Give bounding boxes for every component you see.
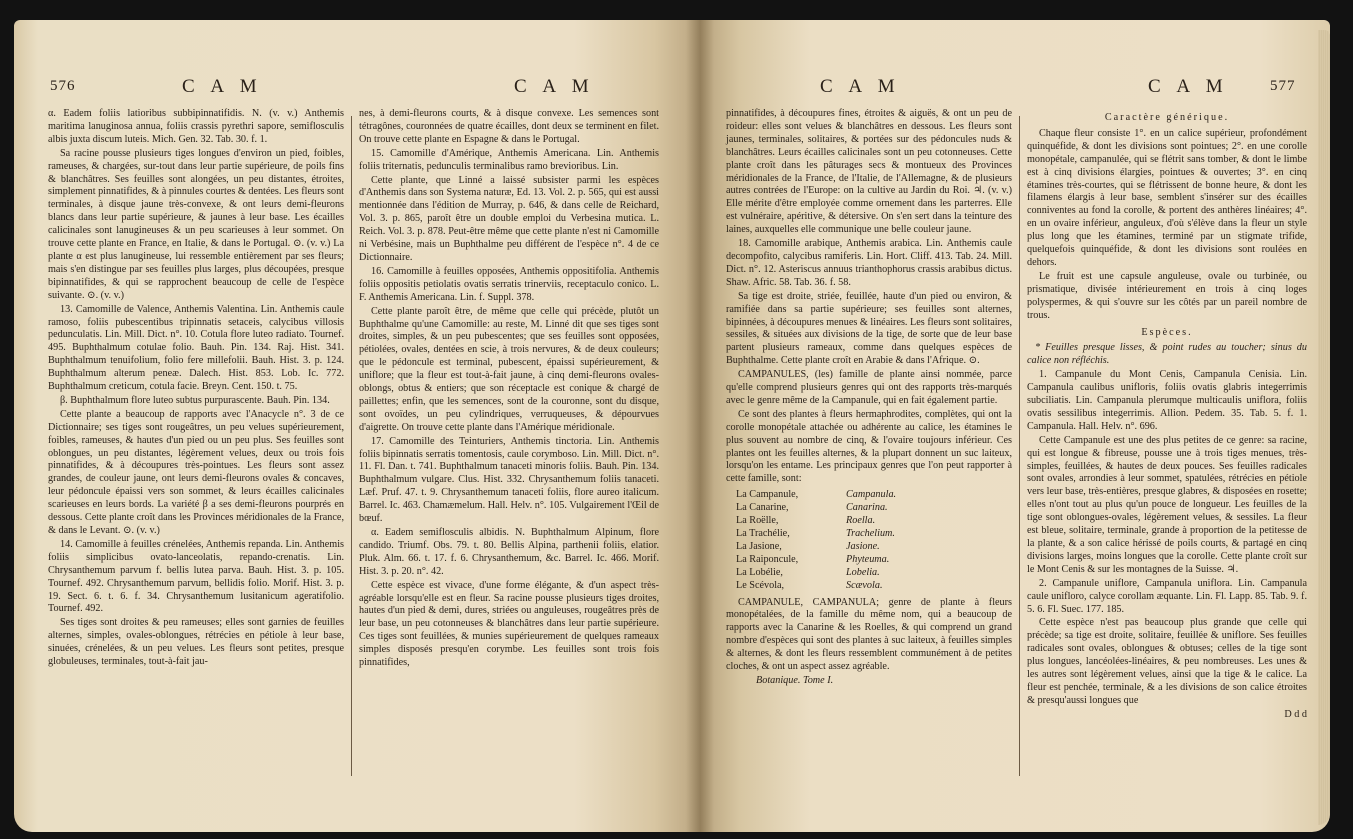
column-rule — [1019, 116, 1020, 776]
list-item: La Raiponcule, Phyteuma. — [736, 553, 890, 565]
list-item: La Canarine, Canarina. — [736, 502, 888, 514]
right-page-number: 577 — [1270, 78, 1296, 94]
paragraph: Cette plante, que Linné a laissé subsister parmi les espèces d'Anthemis dans son Systema naturæ, Ed. 13. Vol. 2. p. 565, qui est aussi mentionnée dans l'édition de Murray, p. 646, & dans celle de Reichard, Vol. 3. p. 865, paroît être un double emploi du Verbesina mutica. L. Reich. Vol. 3. p. 878. Peut-être même que cette plante n'est ni Camomille ni Verbésine, mais un Buphthalme peu différent de l'espèce n°. 4 de ce Dictionnaire. — [359, 174, 659, 263]
list-item: Le Scévola, Scævola. — [736, 579, 883, 591]
genera-list — [736, 489, 956, 592]
paragraph: α. Eadem foliis latioribus subbipinnatifidis. N. (v. v.) Anthemis maritima lanuginosa annua, foliis crassis pyrethri sapore, semiflosculis albis juxta discum luteis. Mich. Gen. 32. Tab. 30. f. 1. — [48, 108, 344, 145]
paragraph: CAMPANULES, (les) famille de plante ainsi nommée, parce qu'elle comprend plusieurs genres qui ont des rapports très-marqués avec le genre même de la Campanule, qui en fait également partie. — [726, 369, 1012, 406]
paragraph: Chaque fleur consiste 1°. en un calice supérieur, profondément quinquéfide, & dont les divisions sont pointues; 2°. en une corolle monopétale, campanulée, qui se flétrit sans tomber, & dont le limbe est à cinq divisions élargies, pointues & ouvertes; 3°. en cinq étamines très-courtes, qui se flétrissent de bonne heure, & dont les filamens élargis à leur base, semblent s'insérer sur des écailles conniventes au fond la corolle, & portent des anthères linéaires; 4°. en un ovaire inférieur, anguleux, d'où s'élève dans la fleur un style plus long que les étamines, terminé par un stigmate trifide, quelquefois quinquéfide, & dont les divisions sont roulées en dehors. — [1027, 127, 1307, 268]
left-column-1 — [48, 108, 344, 670]
open-book — [14, 20, 1339, 832]
paragraph: Sa racine pousse plusieurs tiges longues d'environ un pied, foibles, rameuses, & chargées, sur-tout dans leur partie supérieure, de poils fins & blanchâtres. Ses feuilles sont alongées, un peu distantes, étroites, simplement pinnatifides, & à pinnules courtes & dentées. Les fleurs sont terminales, à disque jaune très-convexe, & ont leurs demi-fleurons blancs dans leur partie supérieure, & jaunes à leur base. Les écailles calicinales sont lanugineuses & un peu scarieuses à leur sommet. On trouve cette plante en France, en Italie, & dans le Portugal. ⊙. (v. v.) La plante α est plus lanugineuse, lui ressemble entièrement par ses fleurs; mais s'en distingue par ses feuilles plus larges, plus découpées, presque bipinnatifides, & qui se rapprochent beaucoup de celle de l'espèce suivante. ⊙. (v. v.) — [48, 147, 344, 301]
paragraph: 1. Campanule du Mont Cenis, Campanula Cenisia. Lin. Campanula caulibus unifloris, foliis ovatis glabris integerrimis subciliatis. Lin. Campanula plerumque multicaulis uniflora, foliis ovatis sessilibus integerrimis. Allion. Pedem. 35. Tab. 5. f. 1. Campanula. Hall. Helv. n°. 696. — [1027, 369, 1307, 432]
left-running-head — [14, 76, 700, 106]
section-heading: Caractère générique. — [1104, 112, 1230, 123]
left-page — [14, 20, 700, 832]
paragraph: 14. Camomille à feuilles crénelées, Anthemis repanda. Lin. Anthemis foliis simplicibus ovato-lanceolatis, repando-crenatis. Lin. Chrysanthemum parvum f. bellis lutea parva. Bauh. Hist. 3. p. 105. Tournef. 492. Chrysanthemum parvum, bellidis folio. Morif. Hist. 3. p. 19. Sect. 6. t. 6. f. 34. Chrysanthemum lusitanicum ageratifolio. Tournef. 492. — [48, 538, 344, 615]
paragraph: CAMPANULE, CAMPANULA; genre de plante à fleurs monopétalées, de la famille du même nom, qui a beaucoup de rapports avec la Canarine & les Roelles, & qui comprend un grand nombre d'espèces qui sont des plantes à suc laiteux, à feuilles simples & alternes, & dont les fleurs ressemblent communément à de petites cloches, & ont un aspect assez agréable. — [726, 596, 1012, 673]
left-page-number: 576 — [50, 78, 76, 94]
paragraph: 13. Camomille de Valence, Anthemis Valentina. Lin. Anthemis caule ramoso, foliis pubescentibus tripinnatis setaceis, calycibus villosis pedunculatis. Lin. Mill. Dict. n°. 10. Cotula flore luteo radiato. Tournef. 495. Buphthalmum cotulae folio. Bauh. Pin. 134. Raj. Hist. 341. Buphthalmum tenuifolium, folio fere millefolii. Bauh. Hist. 3. p. 124. Buphthalmum alterum peneæ. Dalech. Hist. 853. Lob. Ic. 772. Buphthalmum creticum, cotula facie. Breyn. Cent. 150. t. 75. — [48, 303, 344, 393]
page-edges — [1318, 30, 1330, 825]
right-running-head — [700, 76, 1330, 106]
right-column-1 — [726, 108, 1012, 689]
paragraph: β. Buphthalmum flore luteo subtus purpurascente. Bauh. Pin. 134. — [60, 394, 330, 406]
paragraph: Cette espèce est vivace, d'une forme élégante, & d'un aspect très-agréable lorsqu'elle est en fleur. Sa racine pousse plusieurs tiges droites, hautes d'un pied & demi, dures, striées ou anguleuses, rougeâtres près de leur base, un peu cotonneuses & blanchâtres dans leur partie supérieure. Ces tiges sont feuillées, & munies supérieurement de quelques rameaux simples disposés presqu'en corymbe. Les feuilles sont trois fois pinnatifides, — [359, 579, 659, 669]
right-running-title-1: C A M — [820, 76, 901, 97]
paragraph: nes, à demi-fleurons courts, & à disque convexe. Les semences sont tétragônes, couronnées de quatre écailles, dont deux se terminent en filet. On trouve cette plante en Espagne & dans le Portugal. — [359, 108, 659, 145]
paragraph: α. Eadem semiflosculis albidis. N. Buphthalmum Alpinum, flore candido. Triumf. Obs. 79. t. 80. Bellis Alpina, parthenii foliis, elatior. Pluk. Alm. 66. t. 17. f. 6. Chrysanthemum, &c. Barrel. Ic. 466. Morif. Hist. 3. p. 20. n°. 42. — [359, 527, 659, 577]
right-column-2 — [1027, 108, 1307, 723]
paragraph: 17. Camomille des Teinturiers, Anthemis tinctoria. Lin. Anthemis foliis bipinnatis serratis tomentosis, caule corymboso. Lin. Mill. Dict. n°. 11. Fl. Dan. t. 741. Buphthalmum tanaceti minoris foliis. Bauh. Pin. 134. Buphthalmum vulgare. Clus. Hist. 332. Chrysanthemum foliis tanaceti. Læf. Pruf. 47. t. 9. Chrysanthemum tanaceti foliis, flore aureo italicum. Barrel. Ic. 463. Chamæmelum. Hall. Helv. n°. 105. Vulgairement l'Œil de bœuf. — [359, 435, 659, 525]
species-group-note: * Feuilles presque lisses, & point rudes au toucher; sinus du calice non réfléchis. — [1027, 342, 1307, 367]
paragraph: Cette espèce n'est pas beaucoup plus grande que celle qui précède; sa tige est droite, solitaire, feuillée & uniflore. Ses feuilles radicales sont ovales, oblongues & obtuses; celles de la tige sont plus longues, lancéolées-linéaires, & peu nombreuses. Les unes & les autres sont légèrement velues, ainsi que la tige & le calice. La fleur est penchée, terminale, & a les divisions de son calice étroites & presqu'aussi longues que — [1027, 617, 1307, 706]
paragraph: Sa tige est droite, striée, feuillée, haute d'un pied ou environ, & ramifiée dans sa partie supérieure; ses feuilles sont alternes, bipinnées, à découpures menues & linéaires. Les fleurs sont solitaires, sessiles, & situées aux divisions de la tige, de sorte que de leur base partent plusieurs rameaux, comme dans quelques espèces de Buphthalme. Cette plante croît en Arabie & dans l'Afrique. ⊙. — [726, 290, 1012, 367]
paragraph: 18. Camomille arabique, Anthemis arabica. Lin. Anthemis caule decompofito, calycibus ramiferis. Lin. Hort. Cliff. 413. Tab. 24. Mill. Dict. n°. 12. Asteriscus annuus trianthophorus crassis arabibus dictus. Shaw. Afric. 58. Tab. 36. f. 58. — [726, 238, 1012, 288]
signature-line: Botanique. Tome I. — [756, 674, 834, 686]
left-column-2 — [359, 108, 659, 671]
paragraph: 2. Campanule uniflore, Campanula uniflora. Lin. Campanula caule unifloro, calyce corollam æquante. Lin. Fl. Lapp. 85. Tab. 9. f. 5. 6. Fl. Suec. 177. 185. — [1027, 577, 1307, 615]
paragraph: Ce sont des plantes à fleurs hermaphrodites, complètes, qui ont la corolle monopétale attachée ou adhérente au calice, les étamines le plus souvent au nombre de cinq, & l'ovaire toujours inférieur. Ces plantes ont les feuilles alternes, & la plupart donnent un suc laiteux, lorsqu'on les entame. Les principaux genres que l'on peut rapporter à cette famille, sont: — [726, 408, 1012, 485]
list-item: La Lobélie, Lobelia. — [736, 566, 880, 578]
list-item: La Campanule, Campanula. — [736, 489, 897, 501]
paragraph: pinnatifides, à découpures fines, étroites & aiguës, & ont un peu de roideur: elles sont velues & blanchâtres en dessous. Les fleurs sont jaunes, terminales, solitaires, & portées sur des pédoncules nuds & blanchâtres. Leurs écailles calicinales sont un peu cotonneuses. Cette plante croît dans les pâturages secs & montueux des Provinces méridionales de la France, de l'Italie, de l'Allemagne, & de plusieurs autres contrées de l'Europe: on la cultive au Jardin du Roi. ♃. (v. v.) Elle mérite d'être employée comme ornement dans les parterres. Elle est vulnéraire, apéritive, & détersive. On s'en sert dans la teinture des laines, auxquelles elle communique une belle couleur jaune. — [726, 108, 1012, 236]
signature-mark: D d d — [1284, 708, 1307, 720]
paragraph: Ses tiges sont droites & peu rameuses; elles sont garnies de feuilles alternes, simples, ovales-oblongues, rétrécies en pétiole à leur base, sinuées, crénelées, & un peu velues. Les fleurs sont petites, presque globuleuses, terminales, tout-à-fait jau- — [48, 617, 344, 668]
column-rule — [351, 116, 352, 776]
paragraph: 15. Camomille d'Amérique, Anthemis Americana. Lin. Anthemis foliis triternatis, pedunculis terminalibus ramo brevioribus. Lin. — [359, 147, 659, 172]
right-page — [700, 20, 1330, 832]
paragraph: Cette plante paroît être, de même que celle qui précède, plutôt un Buphthalme qu'une Camomille: au reste, M. Linné dit que ses tiges sont droites, simples, & un peu pubescentes; que ses feuilles sont opposées, pétiolées, ovales, dentées en scie, à trois nervures, & de deux couleurs; que le pédoncule est terminal, pubescent, épaissi supérieurement, & uniflore; que la fleur est tout-à-fait jaune, à cinq demi-fleurons ovales-oblongs, obtus & entiers; que son réceptacle est conique & chargé de paillettes; enfin, que les semences, sont de la couronne, sont du disque, sont ovoïdes, un peu cylindriques, verruqueuses, & dépourvues d'aigrette. On trouve cette plante dans l'Amérique méridionale. — [359, 305, 659, 433]
paragraph: 16. Camomille à feuilles opposées, Anthemis oppositifolia. Anthemis foliis oppositis petiolatis ovatis serratis trinerviis, receptaculo conico. L. F. Anthemis Americana. Lin. f. Suppl. 378. — [359, 265, 659, 303]
left-running-title-2: C A M — [514, 76, 595, 97]
section-heading: Espèces. — [1141, 326, 1193, 338]
paragraph: Cette plante a beaucoup de rapports avec l'Anacycle n°. 3 de ce Dictionnaire; ses tiges sont rougeâtres, un peu velues supérieurement, foibles, rameuses, & hautes d'un pied ou un peu plus. Ses feuilles sont oblongues, un peu distantes, légèrement velues, deux ou trois fois pinnatifides, & à découpures très-pointues. Les fleurs sont assez grandes, de couleur jaune, ont leurs demi-fleurons ovales & concaves, leur pédoncule épaissi vers son sommet, & leurs écailles calicinales scarieuses en leurs bords. La variété β a ses demi-fleurons pourprés en dessous. Cette plante croît dans les Provinces méridionales de la France, & dans le Levant. ⊙. (v. v.) — [48, 408, 344, 536]
paragraph: Le fruit est une capsule anguleuse, ovale ou turbinée, ou prismatique, divisée intérieurement en trois à cinq loges polyspermes, & qui s'ouvre sur les côtés par un pareil nombre de trous. — [1027, 270, 1307, 321]
list-item: La Jasione, Jasione. — [736, 540, 880, 552]
list-item: La Trachélie, Trachelium. — [736, 528, 895, 539]
left-running-title-1: C A M — [182, 76, 263, 97]
list-item: La Roëlle, Roella. — [736, 515, 876, 527]
paragraph: Cette Campanule est une des plus petites de ce genre: sa racine, qui est longue & fibreuse, pousse une à trois tiges menues, très-simples, feuillées, & hautes de deux pouces. Ses feuilles radicales sont ovales, arrondies à leur sommet, spatulées, rétrécies en pétiole vers leur base, très-entières, presque glabres, & disposées en rosette; elles n'ont tout au plus qu'un pouce de longueur. Les feuilles de la tige sont oblongues-ovales, légèrement velues, & sessiles. La fleur est bleue, solitaire, terminale, grande à proportion de la petitesse de la plante, & a son calice hérissé de poils courts, & partagé en cinq divisions larges, moins longues que la corolle. Cette plante croît sur le Mont Cenis & sur les montagnes de la Suisse. ♃. — [1027, 434, 1307, 575]
right-running-title-2: C A M — [1148, 76, 1229, 97]
